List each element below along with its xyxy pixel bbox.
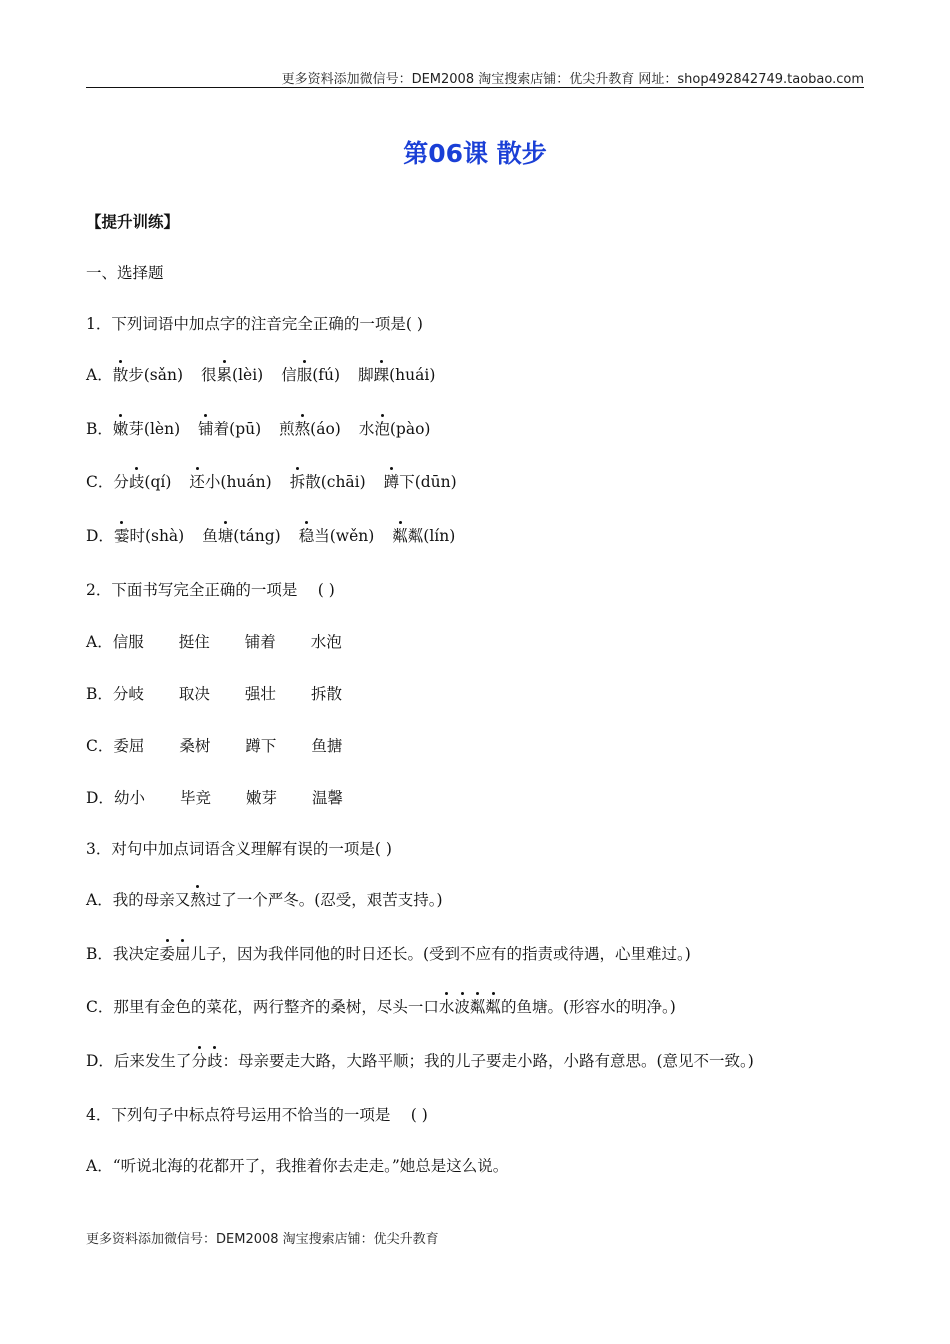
item-text: 散(chāi) [305, 473, 366, 491]
part-heading: 一、选择题 [86, 264, 164, 282]
sentence-text: 儿子，因为我伴同他的时日还长。(受到不应有的指责或待遇，心里难过。) [190, 945, 691, 963]
option-label: C． [86, 473, 114, 491]
question-2-stem: 2．下面书写完全正确的一项是 ( ) [86, 581, 335, 599]
pinyin-item [113, 473, 171, 491]
header-divider [86, 87, 864, 88]
page-header: 更多资料添加微信号：DEM2008 淘宝搜索店铺：优尖升教育 网址：shop492842749.taobao.com [281, 72, 864, 87]
item-text: 粼(lín) [407, 527, 456, 545]
item-text: 时(shà) [129, 527, 185, 545]
dotted-char: 踝 [374, 363, 390, 387]
pinyin-item [201, 366, 263, 384]
option-word: 信服 [112, 633, 144, 651]
item-text: 很 [201, 366, 217, 384]
pinyin-item [392, 527, 455, 545]
dotted-char: 粼 [392, 524, 408, 548]
item-text: (qí) [144, 473, 172, 491]
option-word: 拆散 [310, 685, 342, 703]
dotted-char: 屈 [175, 942, 191, 966]
option-label: D． [86, 789, 114, 807]
item-text: 下(dūn) [399, 473, 457, 491]
sentence-text: 过了一个严冬。(忍受，艰苦支持。) [205, 891, 443, 909]
q1-option-d [86, 524, 455, 548]
section-label: 【提升训练】 [86, 213, 180, 231]
q3-option-b [86, 942, 691, 966]
option-label: D． [86, 527, 114, 545]
sentence-text: D．后来发生了 [86, 1052, 192, 1070]
q2-option-a [86, 630, 342, 654]
option-word: 桑树 [179, 737, 211, 755]
dotted-char: 分 [191, 1049, 207, 1073]
dotted-char: 粼 [470, 995, 486, 1019]
option-word: 鱼搪 [311, 737, 343, 755]
page-title: 第06课 散步 [403, 139, 547, 168]
option-label: B． [86, 420, 113, 438]
sentence-text: ：母亲要走大路，大路平顺；我的儿子要走小路，小路有意思。(意见不一致。) [222, 1052, 754, 1070]
q1-option-a [86, 363, 435, 387]
dotted-char: 歧 [207, 1049, 223, 1073]
item-text: 鱼 [202, 527, 218, 545]
dotted-char: 委 [159, 942, 175, 966]
dotted-char: 蹲 [384, 470, 400, 494]
dotted-char: 霎 [114, 524, 130, 548]
item-text: (huái) [389, 366, 436, 384]
pinyin-item [279, 420, 341, 438]
pinyin-item [202, 527, 281, 545]
dotted-char: 累 [217, 363, 233, 387]
q2-option-d [86, 786, 343, 810]
dotted-char: 熬 [190, 888, 206, 912]
sentence-text: B．我决定 [86, 945, 160, 963]
item-text: (pào) [389, 420, 431, 438]
item-text: 着(pū) [213, 420, 262, 438]
item-text: 芽(lèn) [128, 420, 181, 438]
pinyin-item [113, 420, 180, 438]
q2-option-b [86, 682, 342, 706]
item-text: (áo) [310, 420, 341, 438]
page-footer: 更多资料添加微信号：DEM2008 淘宝搜索店铺：优尖升教育 [86, 1232, 439, 1247]
dotted-char: 波 [454, 995, 470, 1019]
pinyin-item [384, 473, 457, 491]
option-word: 幼小 [113, 789, 145, 807]
q3-option-d [86, 1049, 754, 1073]
dotted-char: 拆 [290, 470, 306, 494]
dotted-char: 塘 [218, 524, 234, 548]
sentence-text: C．那里有金色的菜花，两行整齐的桑树，尽头一口 [86, 998, 439, 1016]
option-word: 分岐 [112, 685, 144, 703]
option-word: 水泡 [310, 633, 342, 651]
dotted-char: 铺 [198, 417, 214, 441]
dotted-phrase [159, 945, 190, 963]
item-text: 当(wěn) [314, 527, 375, 545]
option-label: B． [86, 685, 113, 703]
option-word: 强壮 [244, 685, 276, 703]
option-word: 铺着 [244, 633, 276, 651]
dotted-char: 稳 [299, 524, 315, 548]
q3-option-a [86, 888, 443, 912]
item-text: (lèi) [232, 366, 264, 384]
pinyin-item [198, 420, 261, 438]
item-text: 分 [113, 473, 129, 491]
option-word: 毕竞 [179, 789, 211, 807]
q1-option-c [86, 470, 457, 494]
item-text: 步(sǎn) [128, 366, 183, 384]
question-3-stem: 3．对句中加点词语含义理解有误的一项是( ) [86, 840, 392, 858]
option-word: 委屈 [113, 737, 145, 755]
dotted-phrase [190, 891, 206, 909]
question-4-stem: 4．下列句子中标点符号运用不恰当的一项是 ( ) [86, 1106, 428, 1124]
dotted-char: 水 [439, 995, 455, 1019]
sentence-text: 的鱼塘。(形容水的明净。) [500, 998, 676, 1016]
dotted-char: 粼 [485, 995, 501, 1019]
dotted-char: 熬 [295, 417, 311, 441]
pinyin-item [290, 473, 366, 491]
item-text: 信 [281, 366, 297, 384]
pinyin-item [114, 527, 184, 545]
dotted-char: 还 [189, 470, 205, 494]
pinyin-item [189, 473, 271, 491]
dotted-char: 散 [113, 363, 129, 387]
item-text: 水 [358, 420, 375, 438]
dotted-char: 泡 [374, 417, 390, 441]
pinyin-item [113, 366, 183, 384]
item-text: 小(huán) [204, 473, 272, 491]
item-text: (táng) [233, 527, 281, 545]
dotted-char: 嫩 [113, 417, 129, 441]
dotted-char: 歧 [129, 470, 145, 494]
item-text: (fú) [312, 366, 341, 384]
item-text: 煎 [279, 420, 295, 438]
option-word: 嫩芽 [245, 789, 277, 807]
question-1-stem: 1．下列词语中加点字的注音完全正确的一项是( ) [86, 315, 423, 333]
q3-option-c [86, 995, 676, 1019]
option-label: A． [86, 366, 113, 384]
dotted-char: 服 [297, 363, 313, 387]
option-label: A． [86, 633, 113, 651]
option-word: 温馨 [311, 789, 343, 807]
option-label: C． [86, 737, 114, 755]
pinyin-item [281, 366, 340, 384]
q2-option-c [86, 734, 342, 758]
item-text: 脚 [358, 366, 374, 384]
q4-option-a: A．“听说北海的花都开了，我推着你去走走。”她总是这么说。 [86, 1157, 509, 1175]
dotted-phrase [191, 1052, 222, 1070]
pinyin-item [299, 527, 375, 545]
option-word: 取决 [178, 685, 210, 703]
q1-option-b [86, 417, 430, 441]
pinyin-item [359, 420, 431, 438]
sentence-text: A．我的母亲又 [86, 891, 191, 909]
option-word: 蹲下 [245, 737, 277, 755]
dotted-phrase [439, 998, 501, 1016]
option-word: 挺住 [178, 633, 210, 651]
pinyin-item [358, 366, 435, 384]
